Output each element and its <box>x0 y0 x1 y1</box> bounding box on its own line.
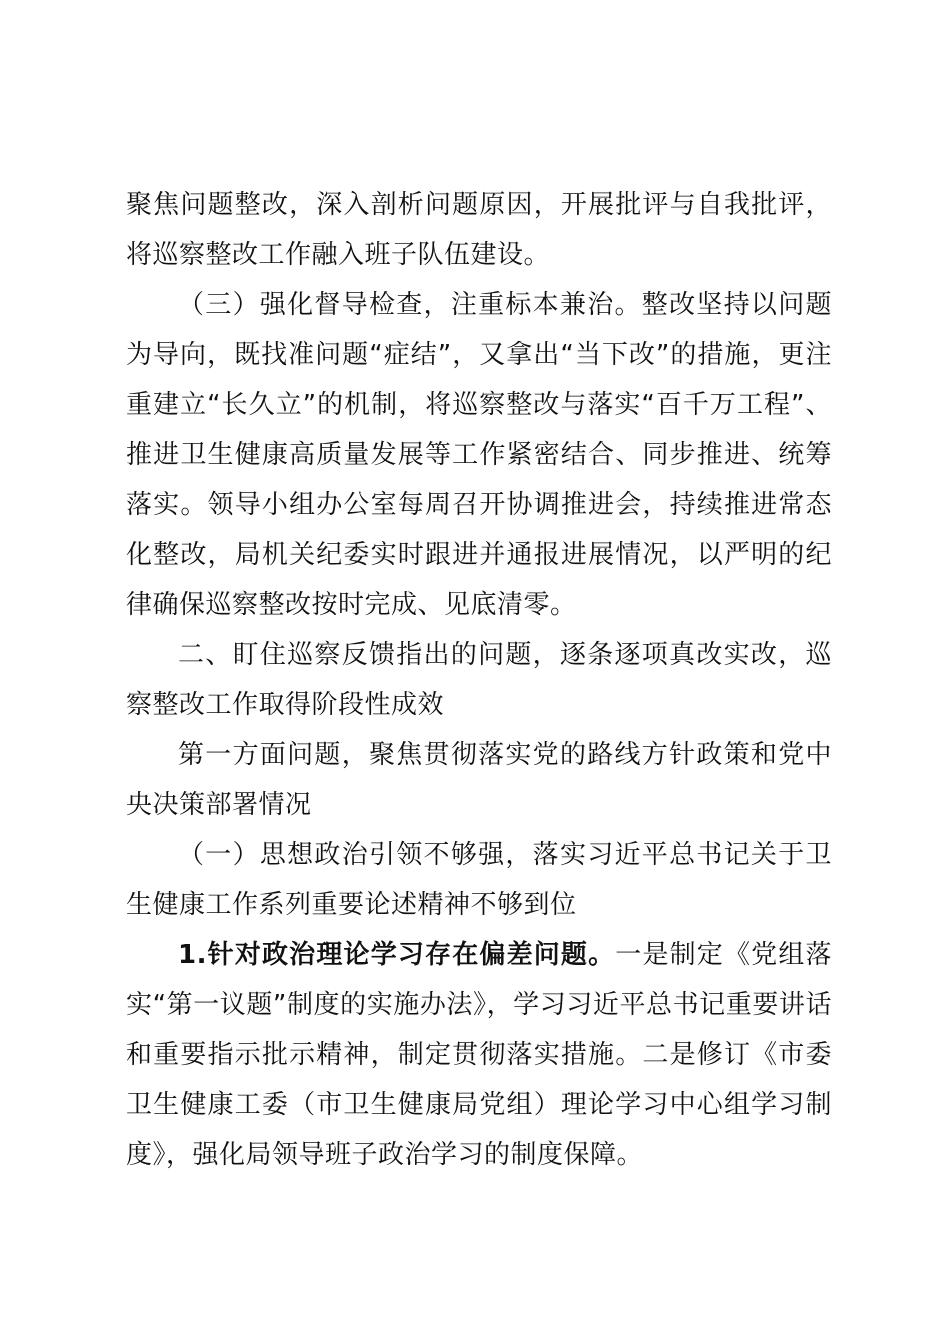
heading-subsection-one: （一）思想政治引领不够强，落实习近平总书记关于卫生健康工作系列重要论述精神不够到位 <box>126 840 832 920</box>
paragraph-continuation: 聚焦问题整改，深入剖析问题原因，开展批评与自我批评，将巡察整改工作融入班子队伍建设。 <box>126 190 832 270</box>
item-one-body: 一是制定《党组落实“第一议题”制度的实施办法》，学习习近平总书记重要讲话和重要指示批示精神，制定贯彻落实措施。二是修订《市委卫生健康工委（市卫生健康局党组）理论学习中心组学习制度》，强化局领导班子政治学习的制度保障。 <box>126 940 832 1170</box>
document-body <box>126 180 832 1180</box>
paragraph-item-one <box>126 930 832 1180</box>
heading-first-aspect: 第一方面问题，聚焦贯彻落实党的路线方针政策和党中央决策部署情况 <box>126 740 832 820</box>
item-one-title: 1.针对政治理论学习存在偏差问题。 <box>178 940 616 970</box>
paragraph-section-three: （三）强化督导检查，注重标本兼治。整改坚持以问题为导向，既找准问题“症结”，又拿出“当下改”的措施，更注重建立“长久立”的机制，将巡察整改与落实“百千万工程”、推进卫生健康高质量发展等工作紧密结合、同步推进、统筹落实。领导小组办公室每周召开协调推进会，持续推进常态化整改，局机关纪委实时跟进并通报进展情况，以严明的纪律确保巡察整改按时完成、见底清零。 <box>126 290 832 620</box>
heading-part-two: 二、盯住巡察反馈指出的问题，逐条逐项真改实改，巡察整改工作取得阶段性成效 <box>126 640 832 720</box>
